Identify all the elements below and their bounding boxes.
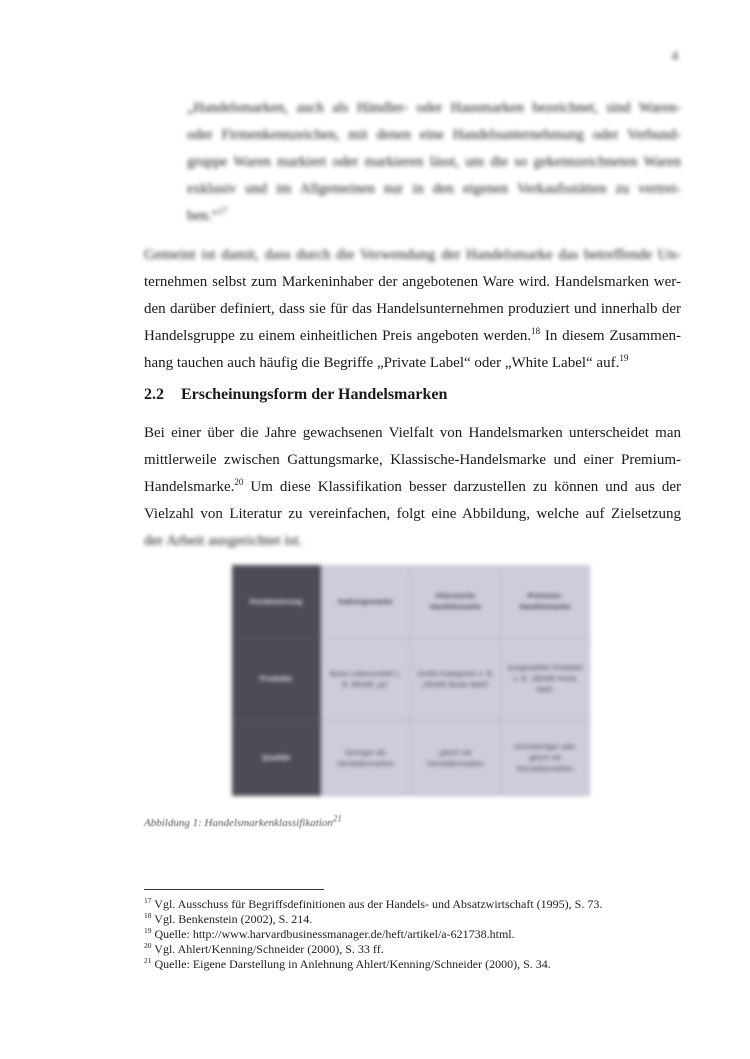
paragraph-line: der Arbeit ausgerichtet ist. xyxy=(144,533,303,549)
paragraph-text: Handelsmarke. xyxy=(144,479,235,495)
paragraph-line: den darüber definiert, dass sie für das Handelsunternehmen produziert und innerhalb der xyxy=(144,301,681,317)
classification-figure xyxy=(232,565,590,796)
footnotes xyxy=(144,897,602,972)
footnote xyxy=(144,912,602,927)
figure-cell: gleich mit Herstellermarken xyxy=(411,720,501,796)
figure-column-header: Klassische Handelsmarke xyxy=(411,565,501,638)
footnote-text: Vgl. Ahlert/Kenning/Schneider (2000), S. 33 ff. xyxy=(154,942,384,956)
paragraph-definition xyxy=(144,242,681,377)
footnote-text: Vgl. Benkenstein (2002), S. 214. xyxy=(154,912,313,926)
footnote-separator xyxy=(144,889,324,890)
paragraph-text: Um diese Klassifikation besser darzustellen zu können und aus der xyxy=(243,479,681,495)
paragraph-line xyxy=(144,474,681,501)
figure-cell: Basis-Lebensmittel z. B. REWE „ja!“ xyxy=(321,638,411,720)
footnote-text: Quelle: Eigene Darstellung in Anlehnung Ahlert/Kenning/Schneider (2000), S. 34. xyxy=(154,957,551,971)
footnote xyxy=(144,957,602,972)
section-heading xyxy=(144,386,447,404)
paragraph-line: Bei einer über die Jahre gewachsenen Vielfalt von Handelsmarken unterscheidet man xyxy=(144,425,681,441)
footnote-ref: 18 xyxy=(531,326,541,336)
figure-row-header: Qualität xyxy=(232,720,321,796)
figure-column-header: Premium-Handelsmarke xyxy=(501,565,590,638)
figure-cell: Hochwertiger oder gleich mit Herstellermarken xyxy=(501,720,590,796)
footnote-number: 21 xyxy=(144,956,152,965)
quote-line: gruppe Waren markiert oder markieren lässt, um die so gekennzeichneten Waren xyxy=(187,154,681,170)
paragraph-line xyxy=(144,350,681,377)
footnote-number: 20 xyxy=(144,941,152,950)
footnote-number: 19 xyxy=(144,926,152,935)
page-number: 4 xyxy=(671,48,678,63)
figure-column-header: Gattungsmarke xyxy=(321,565,411,638)
section-number: 2.2 xyxy=(144,386,164,403)
footnote-number: 17 xyxy=(144,896,152,905)
figure-cell: Geringer als Herstellermarken xyxy=(321,720,411,796)
footnote-ref: 20 xyxy=(234,477,244,487)
caption-text: Abbildung 1: Handelsmarkenklassifikation xyxy=(144,817,333,829)
footnote-ref: 19 xyxy=(619,353,629,363)
paragraph-line: Vielzahl von Literatur zu vereinfachen, folgt eine Abbildung, welche auf Zielsetzung xyxy=(144,506,681,522)
quote-line xyxy=(187,203,681,230)
paragraph-line xyxy=(144,323,681,350)
footnote xyxy=(144,942,602,957)
block-quote xyxy=(187,95,681,230)
footnote-ref: 17 xyxy=(218,206,227,217)
footnote-ref: 21 xyxy=(332,813,342,824)
quote-line: exklusiv und im Allgemeinen nur in den eigenen Verkaufsstätten zu vertrei- xyxy=(187,181,681,197)
quote-line: „Handelsmarken, auch als Händler- oder Hausmarken bezeichnet, sind Waren- xyxy=(187,100,681,116)
footnote-text: Quelle: http://www.harvardbusinessmanager.de/heft/artikel/a-621738.html. xyxy=(154,927,515,941)
figure-cell: Ausgewählte Produkte z. B. „REWE Feine Welt“ xyxy=(501,638,590,720)
section-title: Erscheinungsform der Handelsmarken xyxy=(181,386,448,403)
paragraph-text: Handelsgruppe zu einem einheitlichen Preis angeboten werden. xyxy=(144,328,532,344)
figure-row-header: Produkte xyxy=(232,638,321,720)
figure-row-header: Positionierung xyxy=(232,565,321,638)
footnote xyxy=(144,927,602,942)
paragraph-text: hang tauchen auch häufig die Begriffe „Private Label“ oder „White Label“ auf. xyxy=(144,355,620,371)
figure-cell: Große Kategorien z. B. „REWE Beste Wahl“ xyxy=(411,638,501,720)
quote-line: oder Firmenkennzeichen, mit denen eine Handelsunternehmung oder Verbund- xyxy=(187,127,681,143)
paragraph-text: In diesem Zusammen- xyxy=(540,328,681,344)
quote-last-text: ben.“ xyxy=(187,208,218,224)
paragraph-line: ternehmen selbst zum Markeninhaber der angebotenen Ware wird. Handelsmarken wer- xyxy=(144,274,681,290)
footnote-number: 18 xyxy=(144,911,152,920)
figure-caption xyxy=(144,813,342,829)
paragraph-line: Gemeint ist damit, dass durch die Verwendung der Handelsmarke das betreffende Un- xyxy=(144,247,681,263)
paragraph-classification xyxy=(144,420,681,555)
footnote xyxy=(144,897,602,912)
footnote-text: Vgl. Ausschuss für Begriffsdefinitionen aus der Handels- und Absatzwirtschaft (1995), S. 73. xyxy=(154,897,603,911)
paragraph-line: mittlerweile zwischen Gattungsmarke, Klassische-Handelsmarke und einer Premium- xyxy=(144,452,681,468)
